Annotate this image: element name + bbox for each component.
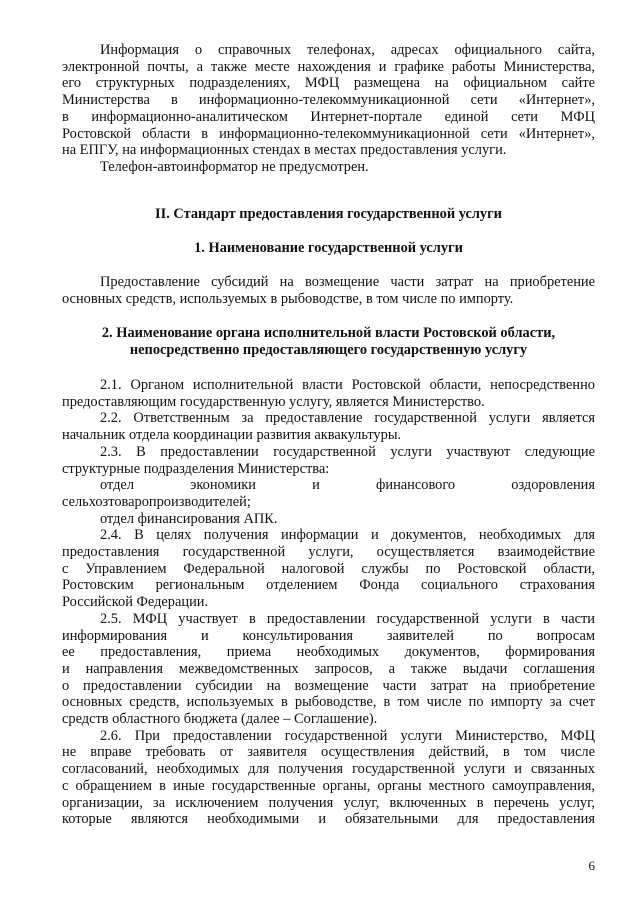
service-name-paragraph: [62, 274, 595, 307]
department-item: сельхозтоваропроизводителей;: [62, 493, 251, 510]
text-line: Ростовской области в информационно-телекоммуникационной сети «Интернет»,: [62, 125, 595, 142]
clause-2-3-line: структурные подразделения Министерства:: [62, 460, 330, 477]
heading-line: 2. Наименование органа исполнительной власти Ростовской области,: [101, 325, 556, 341]
text-line: Министерства в информационно-телекоммуникационной сети «Интернет»,: [62, 92, 595, 109]
clause-2-5-line: ее предоставления, приема необходимых документов, формирования: [62, 644, 595, 661]
clause-2-5-line: средств областного бюджета (далее – Соглашение).: [62, 711, 378, 728]
contact-info-paragraph: [62, 42, 595, 176]
text-line: Информация о справочных телефонах, адресах официального сайта,: [100, 42, 595, 58]
text-line: основных средств, используемых в рыбоводстве, в том числе по импорту.: [62, 290, 514, 307]
phone-info-line: Телефон-автоинформатор не предусмотрен.: [100, 158, 369, 175]
clause-2-1-line: предоставляющим государственную услугу, является Министерство.: [62, 393, 485, 410]
department-item: отдел экономики и финансового оздоровления: [100, 477, 595, 494]
clause-2-6-line: согласований, необходимых для получения государственной услуги и связанных: [62, 761, 595, 778]
department-item: отдел финансирования АПК.: [100, 510, 278, 527]
clause-2-5-line: 2.5. МФЦ участвует в предоставлении государственной услуги в части: [100, 610, 595, 627]
clause-2-5-line: основных средств, используемых в рыбоводстве, в том числе по импорту за счет: [62, 694, 595, 711]
clause-2-4-line: с Управлением Федеральной налоговой службы по Ростовской области,: [62, 560, 595, 577]
text-line: электронной почты, а также месте нахождения и графике работы Министерства,: [62, 58, 595, 75]
heading-service-name: 1. Наименование государственной услуги: [194, 240, 463, 256]
text-line: его структурных подразделениях, МФЦ размещена на официальном сайте: [62, 75, 595, 92]
clause-2-5-line: информирования и консультирования заявителей по вопросам: [62, 627, 595, 644]
clause-2-2-line: 2.2. Ответственным за предоставление государственной услуги является: [100, 410, 595, 427]
clause-2-4-line: 2.4. В целях получения информации и документов, необходимых для: [100, 527, 595, 544]
section-title: II. Стандарт предоставления государственной услуги: [155, 206, 502, 222]
text-line: в информационно-аналитическом Интернет-портале единой сети МФЦ: [62, 108, 595, 125]
clause-2-6-line: организации, за исключением получения услуг, включенных в перечень услуг,: [62, 794, 595, 811]
clause-2-4-line: Российской Федерации.: [62, 594, 209, 611]
clause-2-2-line: начальник отдела координации развития аквакультуры.: [62, 427, 402, 444]
clause-2-4-line: Ростовским региональным отделением Фонда социального страхования: [62, 577, 595, 594]
text-line: Предоставление субсидий на возмещение части затрат на приобретение: [100, 274, 595, 290]
page-number: 6: [588, 858, 595, 873]
clause-2-5-line: о предоставлении субсидии на возмещение части затрат на приобретение: [62, 677, 595, 694]
clause-2-6-line: которые являются необходимыми и обязательными для предоставления: [62, 811, 595, 828]
text-line: на ЕПГУ, на информационных стендах в местах предоставления услуги.: [62, 142, 507, 159]
clause-2-1-line: 2.1. Органом исполнительной власти Ростовской области, непосредственно: [100, 377, 595, 393]
clauses-block: [62, 377, 595, 828]
clause-2-4-line: предоставления государственной услуги, осуществляется взаимодействие: [62, 544, 595, 561]
clause-2-6-line: не вправе требовать от заявителя осуществления действий, в том числе: [62, 744, 595, 761]
clause-2-5-line: и направления межведомственных запросов, а также выдачи соглашения: [62, 660, 595, 677]
clause-2-6-line: 2.6. При предоставлении государственной услуги Министерство, МФЦ: [100, 727, 595, 744]
heading-line: непосредственно предоставляющего государственную услугу: [129, 341, 528, 358]
clause-2-3-line: 2.3. В предоставлении государственной услуги участвуют следующие: [100, 443, 595, 460]
heading-authority: [62, 325, 595, 358]
clause-2-6-line: с обращением в иные государственные органы, органы местного самоуправления,: [62, 777, 595, 794]
